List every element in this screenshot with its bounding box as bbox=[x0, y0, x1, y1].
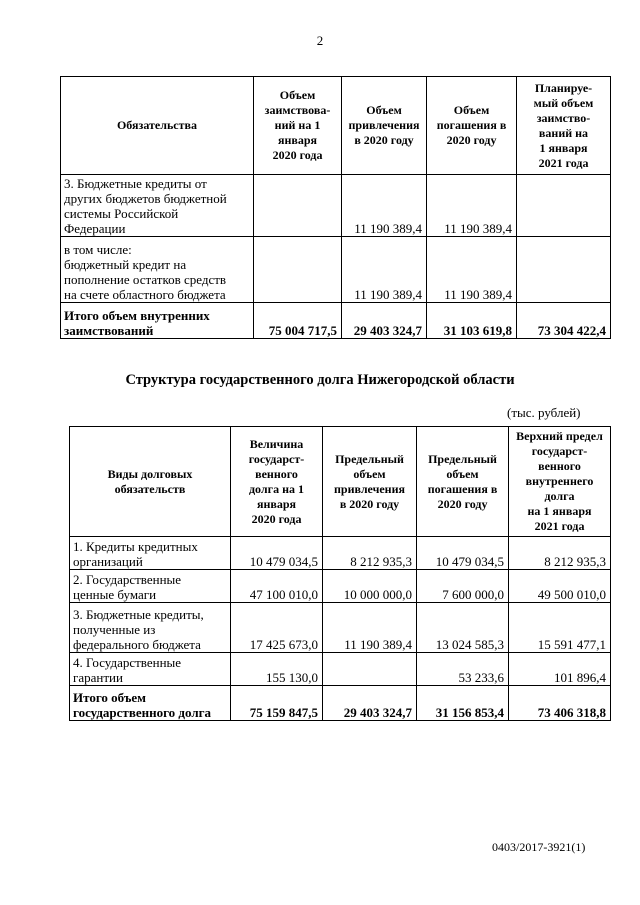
row-label: 2. Государственные ценные бумаги bbox=[70, 570, 231, 603]
cell-value bbox=[517, 237, 611, 303]
cell-value: 29 403 324,7 bbox=[323, 686, 417, 721]
unit-label: (тыс. рублей) bbox=[507, 405, 581, 420]
column-header: Величина государст- венного долга на 1 января 2020 года bbox=[231, 427, 323, 537]
table-row bbox=[61, 175, 611, 237]
table-row bbox=[70, 570, 611, 603]
cell-value: 10 000 000,0 bbox=[323, 570, 417, 603]
row-label: 3. Бюджетные кредиты от других бюджетов бюджетной системы Российской Федерации bbox=[61, 175, 254, 237]
cell-value bbox=[254, 175, 342, 237]
cell-value: 29 403 324,7 bbox=[342, 303, 427, 339]
cell-value: 10 479 034,5 bbox=[231, 537, 323, 570]
cell-value: 11 190 389,4 bbox=[427, 237, 517, 303]
cell-value: 7 600 000,0 bbox=[417, 570, 509, 603]
page-number: 2 bbox=[316, 33, 324, 48]
cell-value: 47 100 010,0 bbox=[231, 570, 323, 603]
cell-value: 155 130,0 bbox=[231, 653, 323, 686]
section-title: Структура государственного долга Нижегородской области bbox=[125, 372, 515, 388]
row-label: в том числе: бюджетный кредит на пополнение остатков средств на счете областного бюджета bbox=[61, 237, 254, 303]
cell-value: 8 212 935,3 bbox=[509, 537, 611, 570]
cell-value bbox=[254, 237, 342, 303]
table-row bbox=[70, 537, 611, 570]
column-header: Планируе- мый объем заимство- ваний на 1 января 2021 года bbox=[517, 77, 611, 175]
cell-value: 11 190 389,4 bbox=[427, 175, 517, 237]
cell-value: 11 190 389,4 bbox=[342, 237, 427, 303]
table-total-row bbox=[61, 303, 611, 339]
cell-value: 13 024 585,3 bbox=[417, 603, 509, 653]
cell-value: 73 304 422,4 bbox=[517, 303, 611, 339]
row-label: Итого объем внутренних заимствований bbox=[61, 303, 254, 339]
cell-value: 49 500 010,0 bbox=[509, 570, 611, 603]
cell-value bbox=[517, 175, 611, 237]
table-header-row bbox=[61, 77, 611, 175]
document-code: 0403/2017-3921(1) bbox=[492, 840, 586, 854]
table-total-row bbox=[70, 686, 611, 721]
row-label: Итого объем государственного долга bbox=[70, 686, 231, 721]
cell-value: 10 479 034,5 bbox=[417, 537, 509, 570]
column-header: Объем заимствова- ний на 1 января 2020 года bbox=[254, 77, 342, 175]
column-header: Объем погашения в 2020 году bbox=[427, 77, 517, 175]
cell-value: 11 190 389,4 bbox=[323, 603, 417, 653]
cell-value: 31 156 853,4 bbox=[417, 686, 509, 721]
table-row bbox=[61, 237, 611, 303]
table-header-row bbox=[70, 427, 611, 537]
column-header: Предельный объем привлечения в 2020 году bbox=[323, 427, 417, 537]
column-header: Виды долговых обязательств bbox=[70, 427, 231, 537]
cell-value: 15 591 477,1 bbox=[509, 603, 611, 653]
column-header: Обязательства bbox=[61, 77, 254, 175]
table-row bbox=[70, 653, 611, 686]
cell-value: 31 103 619,8 bbox=[427, 303, 517, 339]
cell-value: 8 212 935,3 bbox=[323, 537, 417, 570]
cell-value: 11 190 389,4 bbox=[342, 175, 427, 237]
table-row bbox=[70, 603, 611, 653]
borrowings-table bbox=[60, 76, 611, 339]
row-label: 1. Кредиты кредитных организаций bbox=[70, 537, 231, 570]
column-header: Объем привлечения в 2020 году bbox=[342, 77, 427, 175]
cell-value bbox=[323, 653, 417, 686]
cell-value: 101 896,4 bbox=[509, 653, 611, 686]
cell-value: 17 425 673,0 bbox=[231, 603, 323, 653]
cell-value: 75 004 717,5 bbox=[254, 303, 342, 339]
state-debt-table bbox=[69, 426, 611, 721]
row-label: 4. Государственные гарантии bbox=[70, 653, 231, 686]
cell-value: 75 159 847,5 bbox=[231, 686, 323, 721]
row-label: 3. Бюджетные кредиты, полученные из федерального бюджета bbox=[70, 603, 231, 653]
column-header: Верхний предел государст- венного внутреннего долга на 1 января 2021 года bbox=[509, 427, 611, 537]
cell-value: 73 406 318,8 bbox=[509, 686, 611, 721]
cell-value: 53 233,6 bbox=[417, 653, 509, 686]
column-header: Предельный объем погашения в 2020 году bbox=[417, 427, 509, 537]
